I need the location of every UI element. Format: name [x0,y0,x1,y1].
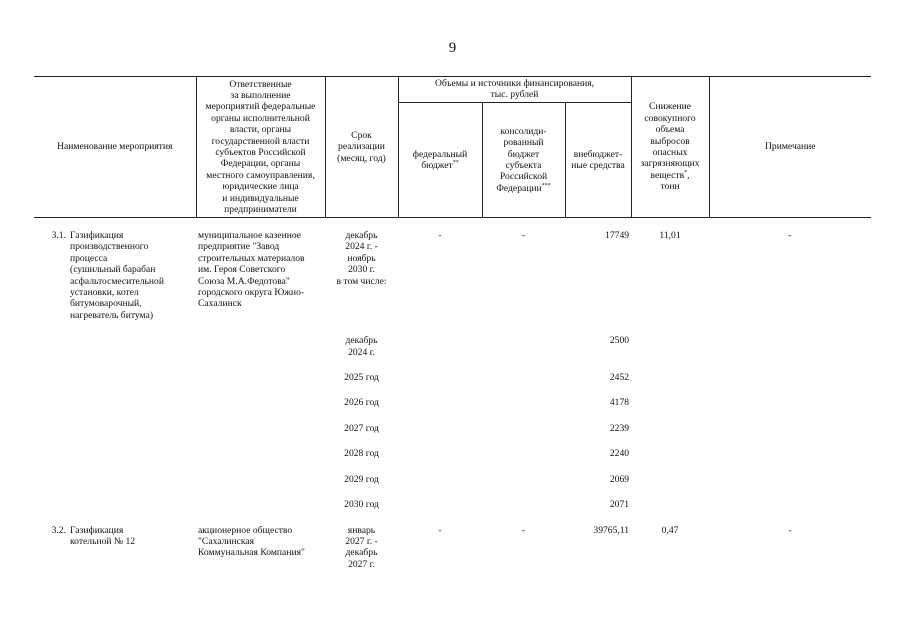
header-note: Примечание [709,77,871,218]
page-number: 9 [448,40,457,56]
measure-name: Газификация производственного процесса (сушильный барабан асфальтосмесительной установки, котел битумоварочный, нагреватель битума) [70,230,164,321]
term: 2027 год [344,422,379,434]
federal-budget: - [438,230,442,241]
header-consolidated: консолиди- рованный бюджет субъекта Российской Федерации*** [482,102,565,217]
table-row [34,460,871,485]
extrabudget-funds: 2452 [609,372,630,384]
emission-reduction: 11,01 [659,230,681,241]
extrabudget-funds: 4178 [609,397,630,409]
extrabudget-funds: 2500 [609,335,630,347]
extrabudget-funds: 2239 [609,422,630,434]
term: 2030 год [344,499,379,511]
table-row [34,485,871,510]
table-row [34,383,871,408]
table-row [34,358,871,383]
federal-budget: - [438,524,442,536]
extrabudget-funds: 2069 [609,473,630,485]
term: 2029 год [344,473,379,485]
note: - [788,230,792,241]
table-row [34,230,871,321]
term: 2026 год [344,397,379,409]
extrabudget-funds: 17749 [605,230,630,241]
header-extrabudget: внебюджет- ные средства [565,102,631,217]
row-number: 3.1. [51,230,66,241]
consolidated-budget: - [521,230,526,241]
header-responsible: Ответственные за выполнение мероприятий федеральные органы исполнительной власти, органы государственной власти субъектов Российской Федерации, органы местного самоуправления, юридические лица и индивидуальные предприниматели [196,77,325,218]
table-row [34,409,871,434]
header-federal: федеральный бюджет** [398,102,482,217]
term: 2025 год [344,372,379,384]
term: январь 2027 г. - декабрь 2027 г. [345,524,378,570]
table-row [34,321,871,358]
header-term: Срок реализации (месяц, год) [325,77,398,218]
responsible-party: акционерное общество "Сахалинская Коммунальная Компания" [198,524,305,559]
header-financing: Объемы и источники финансирования, тыс. рублей [398,77,631,103]
header-name: Наименование мероприятия [34,77,196,218]
extrabudget-funds: 39765,11 [593,524,630,536]
row-number: 3.2. [51,524,66,536]
emission-reduction: 0,47 [661,524,679,536]
measure-name: Газификация котельной № 12 [70,524,136,547]
consolidated-budget: - [521,524,526,536]
term: 2028 год [344,448,379,460]
term: декабрь 2024 г. - ноябрь 2030 г. в том числе: [336,230,387,287]
table-row [34,434,871,459]
header-reduction: Снижение совокупного объема выбросов опасных загрязняющих веществ*, тонн [631,77,709,218]
table-row [34,511,871,571]
responsible-party: муниципальное казенное предприятие "Завод строительных материалов им. Героя Советского Союза М.А.Федотова" городского округа Южно- Сахалинск [198,230,305,310]
term: декабрь 2024 г. [345,335,378,358]
extrabudget-funds: 2071 [609,499,630,511]
extrabudget-funds: 2240 [609,448,630,460]
note: - [788,524,792,536]
measures-table [34,76,871,570]
